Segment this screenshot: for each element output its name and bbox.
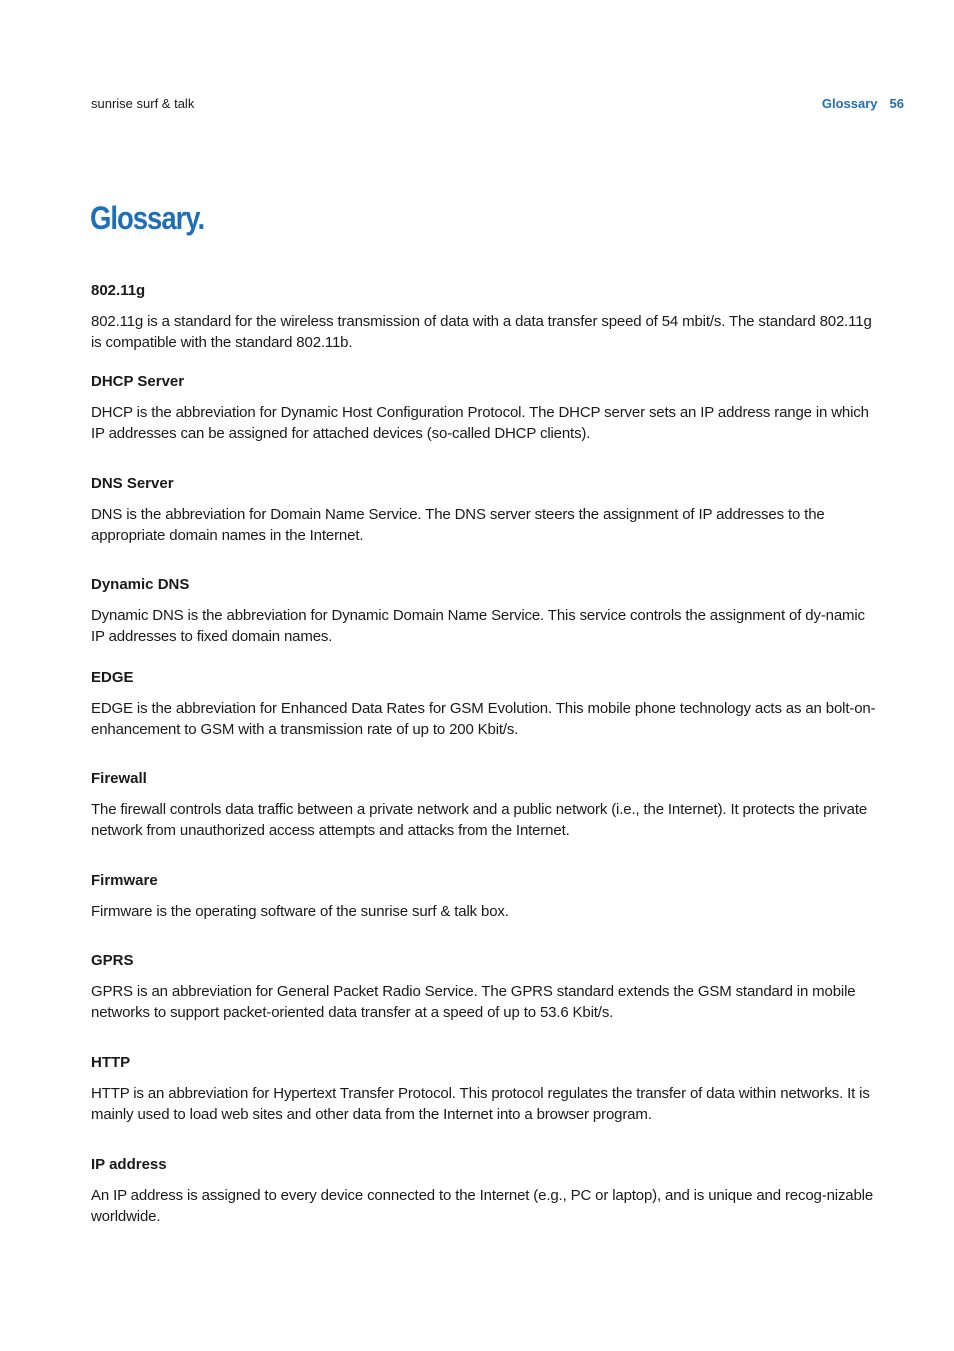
glossary-entry-firewall bbox=[91, 770, 881, 841]
glossary-entry-dns-server bbox=[91, 475, 881, 546]
glossary-definition: Firmware is the operating software of the sunrise surf & talk box. bbox=[91, 903, 509, 920]
glossary-definition: An IP address is assigned to every device connected to the Internet (e.g., PC or laptop), and is unique and recog-nizable worldwide. bbox=[91, 1187, 874, 1225]
glossary-term: EDGE bbox=[91, 669, 134, 686]
glossary-entry-firmware bbox=[91, 872, 881, 922]
glossary-entry-gprs bbox=[91, 952, 881, 1023]
glossary-entry-80211g bbox=[91, 282, 881, 353]
running-header-product: sunrise surf & talk bbox=[91, 96, 195, 111]
glossary-entry-ip-address bbox=[91, 1156, 881, 1227]
glossary-definition: EDGE is the abbreviation for Enhanced Data Rates for GSM Evolution. This mobile phone technology acts as an bolt-on-enhancement to GSM with a transmission rate of up to 200 Kbit/s. bbox=[91, 700, 876, 738]
glossary-term: GPRS bbox=[91, 952, 134, 969]
glossary-entry-dhcp-server bbox=[91, 373, 881, 444]
page-number: 56 bbox=[889, 96, 904, 111]
glossary-definition: HTTP is an abbreviation for Hypertext Transfer Protocol. This protocol regulates the transfer of data within networks. It is mainly used to load web sites and other data from the Internet into a browser program. bbox=[91, 1085, 870, 1123]
glossary-definition: The firewall controls data traffic between a private network and a public network (i.e., the Internet). It protects the private network from unauthorized access attempts and attacks from the Internet. bbox=[91, 801, 868, 839]
page-title: Glossary. bbox=[90, 200, 205, 236]
glossary-definition: DNS is the abbreviation for Domain Name Service. The DNS server steers the assignment of IP addresses to the appropriate domain names in the Internet. bbox=[91, 506, 825, 544]
running-header-section bbox=[822, 96, 904, 111]
glossary-term: HTTP bbox=[91, 1054, 131, 1071]
glossary-definition: 802.11g is a standard for the wireless transmission of data with a data transfer speed of 54 mbit/s. The standard 802.11g is compatible with the standard 802.11b. bbox=[91, 313, 872, 351]
glossary-term: 802.11g bbox=[91, 282, 146, 299]
glossary-entry-dynamic-dns bbox=[91, 576, 881, 647]
glossary-entry-http bbox=[91, 1054, 881, 1125]
glossary-term: DNS Server bbox=[91, 475, 174, 492]
glossary-definition: DHCP is the abbreviation for Dynamic Host Configuration Protocol. The DHCP server sets an IP address range in which IP addresses can be assigned for attached devices (so-called DHCP clients). bbox=[91, 404, 869, 442]
glossary-term: Firewall bbox=[91, 770, 147, 787]
glossary-term: DHCP Server bbox=[91, 373, 185, 390]
glossary-term: Firmware bbox=[91, 872, 158, 889]
glossary-term: Dynamic DNS bbox=[91, 576, 190, 593]
section-name: Glossary bbox=[821, 96, 878, 111]
glossary-definition: GPRS is an abbreviation for General Packet Radio Service. The GPRS standard extends the GSM standard in mobile networks to support packet-oriented data transfer at a speed of up to 53.6 Kbit/s. bbox=[91, 983, 856, 1021]
glossary-entry-edge bbox=[91, 669, 881, 740]
glossary-term: IP address bbox=[91, 1156, 167, 1173]
glossary-definition: Dynamic DNS is the abbreviation for Dynamic Domain Name Service. This service controls the assignment of dy-namic IP addresses to fixed domain names. bbox=[91, 607, 865, 645]
